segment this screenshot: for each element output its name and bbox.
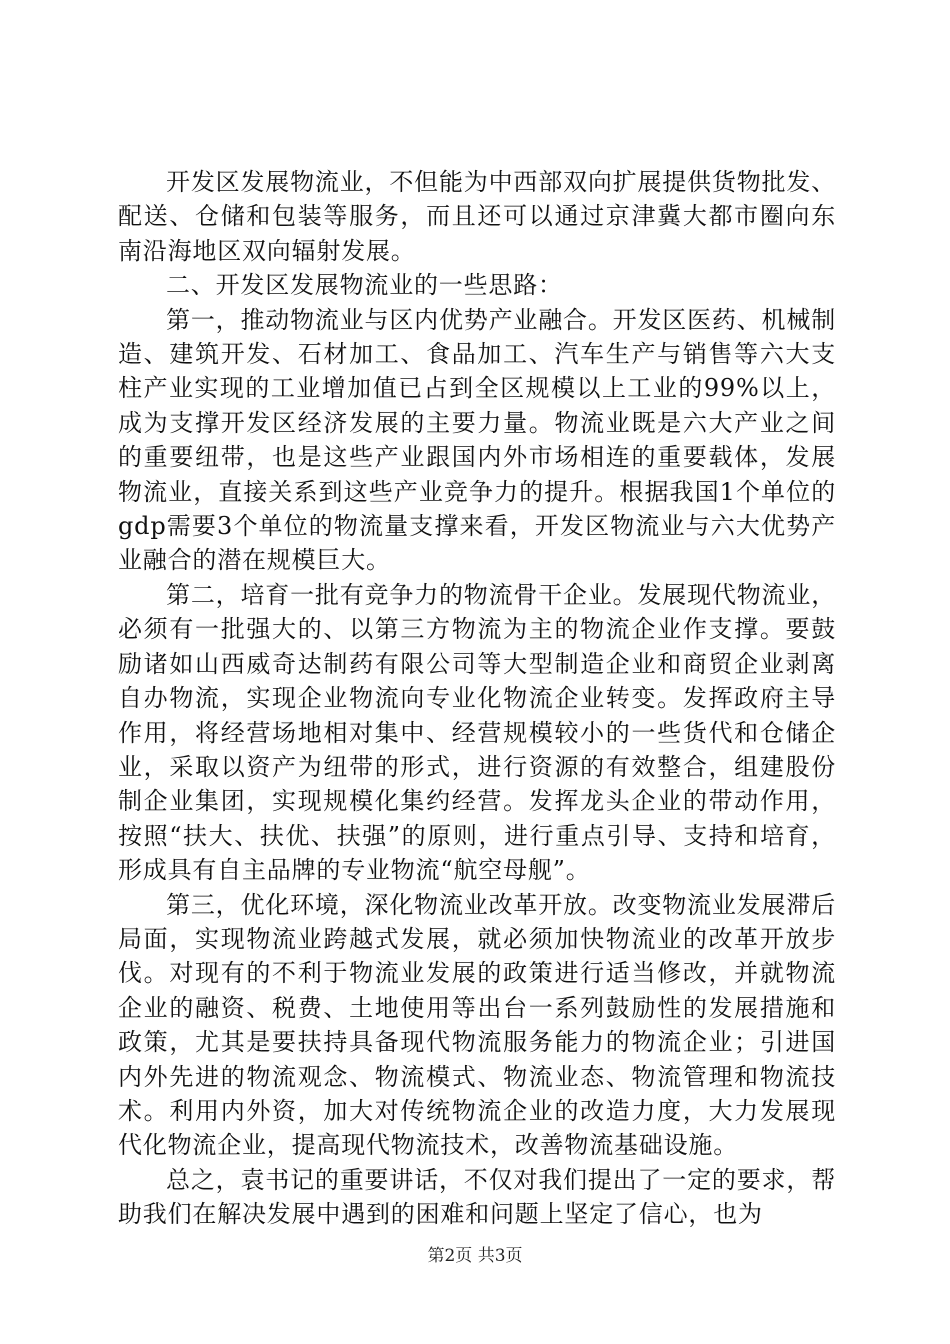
paragraph-first-point: 第一，推动物流业与区内优势产业融合。开发区医药、机械制造、建筑开发、石材加工、食品加工、汽车生产与销售等六大支柱产业实现的工业增加值已占到全区规模以上工业的99%以上，成为支撑开发区经济发展的主要力量。物流业既是六大产业之间的重要纽带，也是这些产业跟国内外市场相连的重要载体，发展物流业，直接关系到这些产业竞争力的提升。根据我国1个单位的gdp需要3个单位的物流量支撑来看，开发区物流业与六大优势产业融合的潜在规模巨大。	[118, 305, 836, 575]
document-body	[118, 165, 836, 1232]
paragraph-logistics-intro: 开发区发展物流业，不但能为中西部双向扩展提供货物批发、配送、仓储和包装等服务，而且还可以通过京津冀大都市圈向东南沿海地区双向辐射发展。	[118, 168, 836, 265]
section-heading-ideas: 二、开发区发展物流业的一些思路：	[166, 271, 563, 300]
paragraph-summary: 总之，袁书记的重要讲话，不仅对我们提出了一定的要求，帮助我们在解决发展中遇到的困难和问题上坚定了信心，也为	[118, 1165, 836, 1229]
page-number-footer: 第2页 共3页	[427, 1246, 523, 1266]
paragraph-second-point: 第二，培育一批有竞争力的物流骨干企业。发展现代物流业，必须有一批强大的、以第三方物流为主的物流企业作支撑。要鼓励诸如山西威奇达制药有限公司等大型制造企业和商贸企业剥离自办物流，实现企业物流向专业化物流企业转变。发挥政府主导作用，将经营场地相对集中、经营规模较小的一些货代和仓储企业，采取以资产为纽带的形式，进行资源的有效整合，组建股份制企业集团，实现规模化集约经营。发挥龙头企业的带动作用，按照“扶大、扶优、扶强”的原则，进行重点引导、支持和培育，形成具有自主品牌的专业物流“航空母舰”。	[118, 580, 836, 885]
paragraph-third-point: 第三，优化环境，深化物流业改革开放。改变物流业发展滞后局面，实现物流业跨越式发展，就必须加快物流业的改革开放步伐。对现有的不利于物流业发展的政策进行适当修改，并就物流企业的融资、税费、土地使用等出台一系列鼓励性的发展措施和政策，尤其是要扶持具备现代物流服务能力的物流企业；引进国内外先进的物流观念、物流模式、物流业态、物流管理和物流技术。利用内外资，加大对传统物流企业的改造力度，大力发展现代化物流企业，提高现代物流技术，改善物流基础设施。	[118, 890, 836, 1160]
